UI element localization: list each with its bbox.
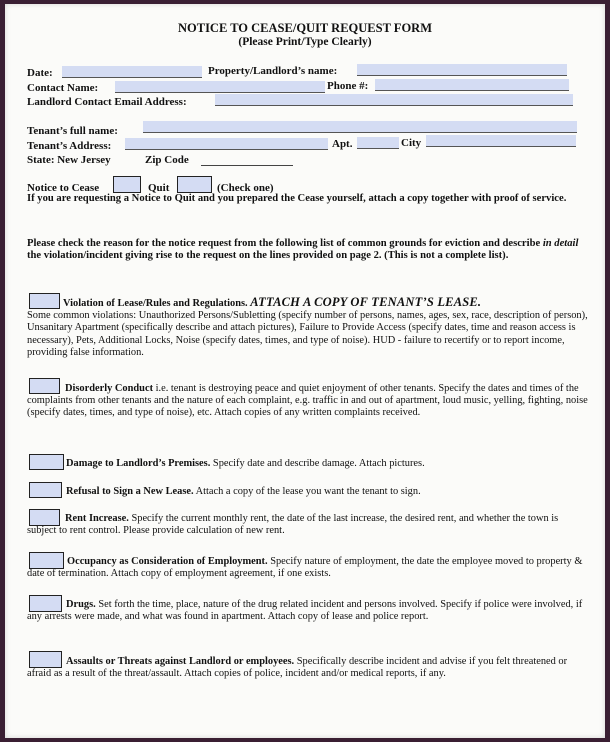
date-field[interactable] (62, 66, 202, 78)
reason-title: Disorderly Conduct (65, 383, 154, 394)
property-landlord-name-field[interactable] (357, 64, 567, 76)
form-title: NOTICE TO CEASE/QUIT REQUEST FORM (177, 21, 432, 35)
phone-label: Phone #: (327, 80, 369, 92)
reason-title: Refusal to Sign a New Lease. (66, 486, 194, 497)
reason-text: i.e. tenant is destroying peace and quiet enjoyment of other tenants. Specify the dates and times of the complaints from other tenants and the nature of each complaint, e.g. traffic in and out of apartment, loud music, yelling, fighting, noise (specify dates, times, and type of noise), etc. Attach copies of any written complaints received. (27, 383, 588, 419)
reason-text: Specify nature of employment, the date the employee moved to property & date of termination. Attach copy of employment agreement, if one exists. (27, 556, 583, 580)
reason-text: Some common violations: Unauthorized Persons/Subletting (specify number of persons, names, ages, sex, race, description of person), Unsanitary Apartment (specifically describe and attach pictures), Failure to Provide Access (specify dates, time and reason access is necessary), Pets, Additional Locks, Noise (specify dates, times, and type of noise). HUD - failure to recertify or to report income, providing false information. (27, 310, 588, 358)
contact-label: Contact Name: (27, 82, 99, 94)
form-subtitle: (Please Print/Type Clearly) (238, 36, 372, 48)
reason-text: Specifically describe incident and advise if you felt threatened or afraid as a result of the threat/assault. Attach copies of police, incident and/or medical reports, if any. (27, 656, 568, 680)
tenant-address-label: Tenant’s Address: (27, 140, 112, 152)
reason-damage (27, 458, 589, 470)
reason-intro: Please check the reason for the notice request from the following list of common grounds for eviction and describe in detail the violation/incident giving rise to the request on the lines provided on page 2. (This is not a complete list). (27, 238, 579, 262)
form-page (5, 4, 605, 738)
email-label: Landlord Contact Email Address: (27, 96, 187, 108)
reason-title: Drugs. (66, 599, 96, 610)
zip-code-line[interactable] (201, 165, 293, 166)
city-label: City (401, 137, 422, 149)
reason-title: Damage to Landlord’s Premises. (66, 458, 211, 469)
check-one-label: (Check one) (217, 182, 274, 194)
zip-label: Zip Code (145, 154, 189, 166)
quit-instruction: If you are requesting a Notice to Quit and you prepared the Cease yourself, attach a copy together with proof of service. (27, 193, 567, 204)
reason-text: Attach a copy of the lease you want the tenant to sign. (193, 486, 421, 497)
email-field[interactable] (215, 94, 573, 106)
tenant-name-label: Tenant’s full name: (27, 125, 118, 137)
reason-disorderly (27, 383, 589, 420)
reason-text: Specify date and describe damage. Attach pictures. (210, 458, 425, 469)
cease-checkbox[interactable] (113, 176, 141, 193)
reason-rent (27, 513, 589, 537)
apt-field[interactable] (357, 137, 399, 149)
contact-name-field[interactable] (115, 81, 325, 93)
reason-drugs (27, 599, 589, 623)
reason-extra: ATTACH A COPY OF TENANT’S LEASE. (250, 295, 482, 309)
reason-assaults (27, 656, 589, 680)
apt-label: Apt. (332, 138, 353, 150)
tenant-address-field[interactable] (125, 138, 328, 150)
reason-text: Set forth the time, place, nature of the drug related incident and persons involved. Specify if police were involved, if any arrests were made, and what was found in apartment. Attach copy of lease and police report. (27, 599, 583, 623)
city-field[interactable] (426, 135, 576, 147)
reason-title: Occupancy as Consideration of Employment. (67, 556, 268, 567)
reason-text: Specify the current monthly rent, the date of the last increase, the desired rent, and whether the town is subject to rent control. Please provide calculation of new rent. (27, 513, 559, 537)
reason-occupancy (27, 556, 589, 580)
tenant-name-field[interactable] (143, 121, 577, 133)
notice-cease-label: Notice to Cease (27, 182, 100, 194)
state-label: State: New Jersey (27, 154, 111, 166)
reason-title: Violation of Lease/Rules and Regulations. (63, 298, 248, 309)
reason-title: Rent Increase. (65, 513, 129, 524)
quit-label: Quit (148, 182, 170, 194)
reason-intro-emphasis: in detail (542, 238, 579, 249)
date-label: Date: (27, 67, 53, 79)
reason-violation (27, 296, 589, 359)
quit-checkbox[interactable] (177, 176, 212, 193)
reason-title: Assaults or Threats against Landlord or employees. (66, 656, 295, 667)
property-label: Property/Landlord’s name: (208, 65, 338, 77)
reason-refusal (27, 486, 589, 498)
phone-field[interactable] (375, 79, 569, 91)
